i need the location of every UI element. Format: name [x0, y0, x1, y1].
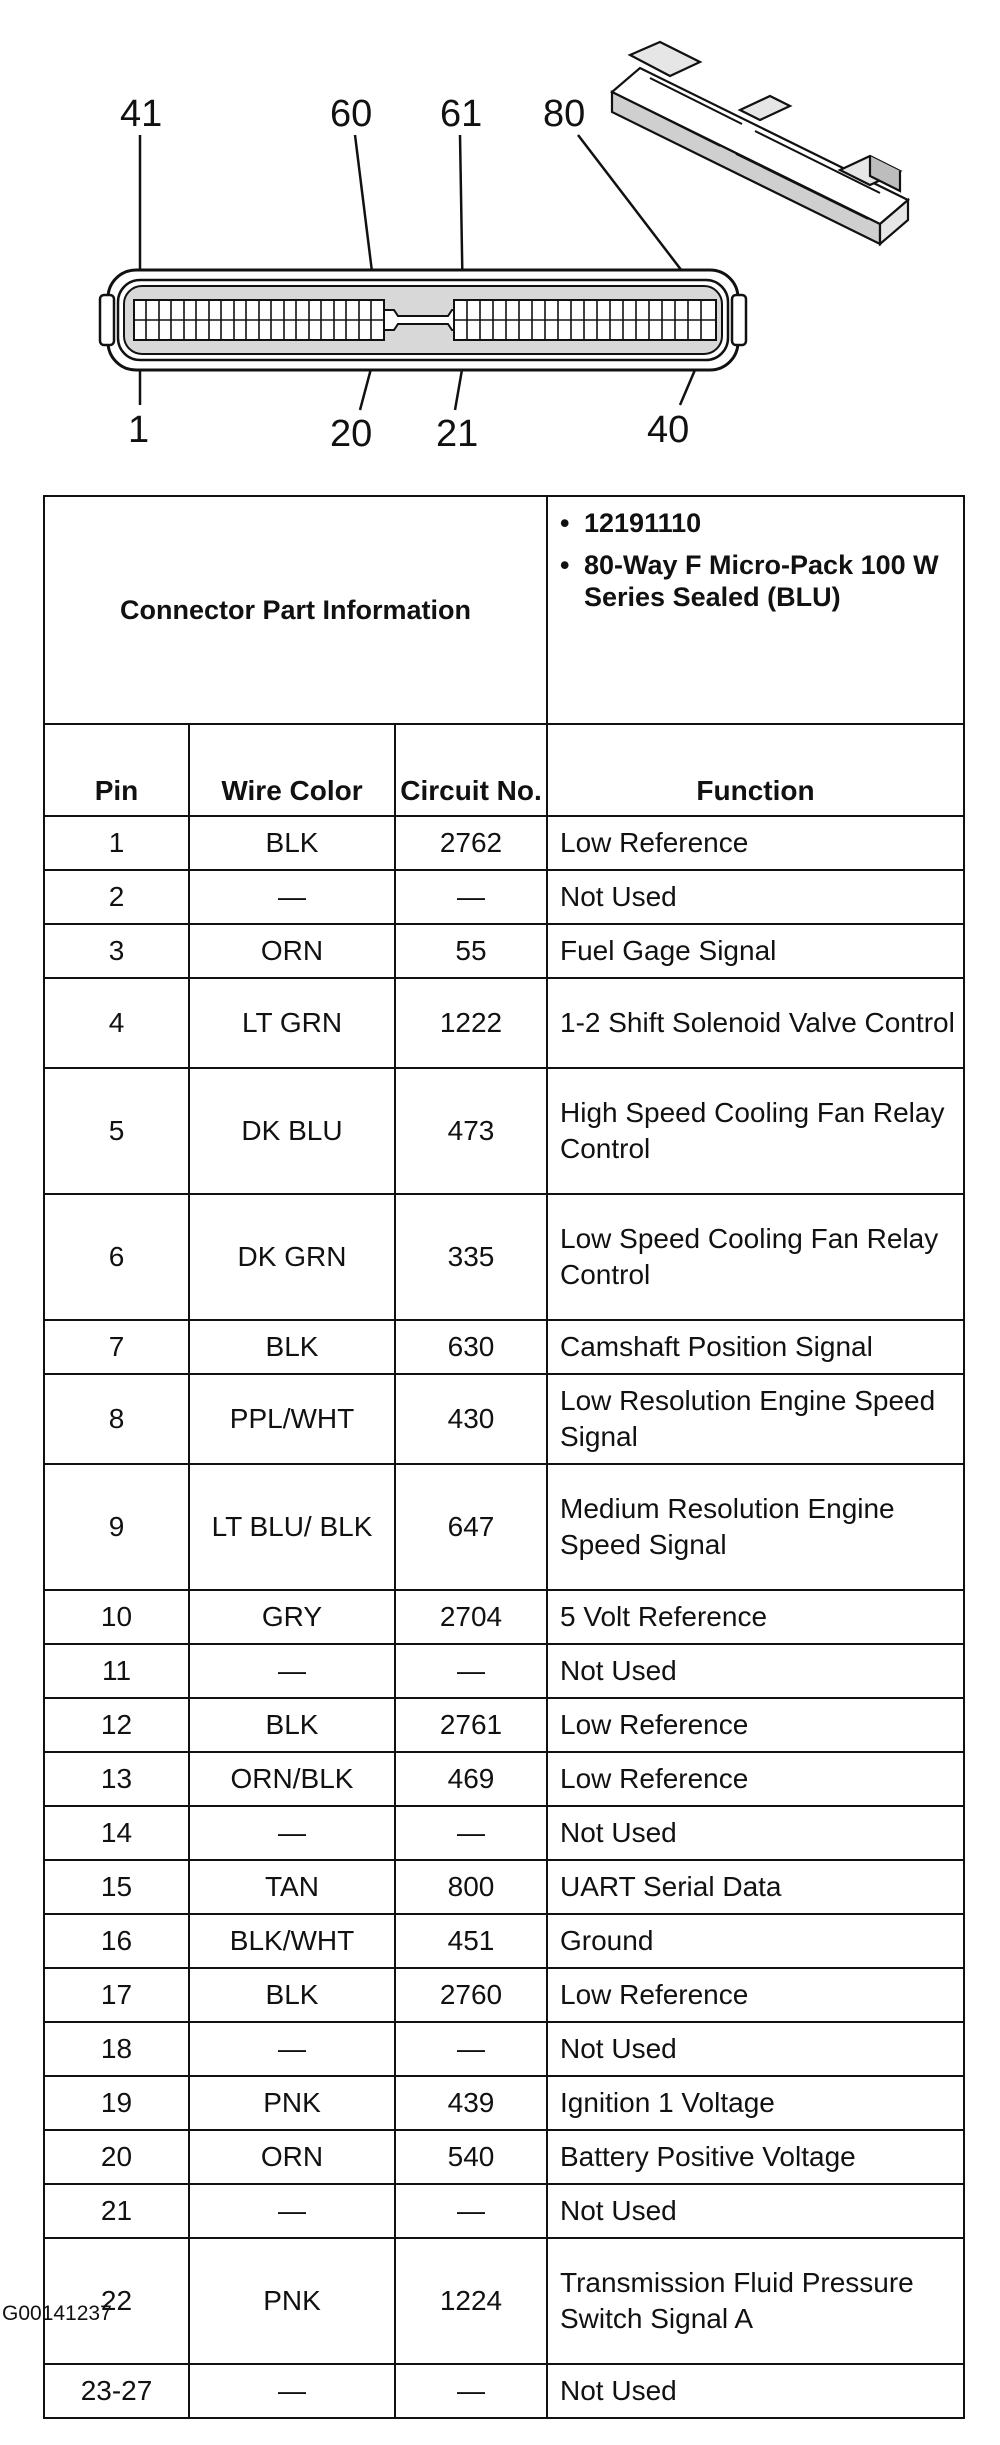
- function-cell: Fuel Gage Signal: [547, 924, 964, 978]
- wire-color-cell: ORN: [189, 924, 395, 978]
- pin-cell: 8: [44, 1374, 189, 1464]
- circuit-cell: —: [395, 2364, 547, 2418]
- function-cell: Ignition 1 Voltage: [547, 2076, 964, 2130]
- pin-cell: 5: [44, 1068, 189, 1194]
- pin-label-60: 60: [330, 93, 373, 135]
- wire-color-cell: —: [189, 1644, 395, 1698]
- table-row: [44, 1194, 964, 1320]
- pin-label-20: 20: [330, 413, 373, 455]
- circuit-cell: 1224: [395, 2238, 547, 2364]
- column-header-pin: Pin: [44, 724, 189, 816]
- connector-isometric-view: [612, 42, 908, 244]
- wire-color-cell: PNK: [189, 2076, 395, 2130]
- figure-id: G00141237: [2, 2302, 112, 2325]
- function-cell: Medium Resolution Engine Speed Signal: [547, 1464, 964, 1590]
- function-cell: Ground: [547, 1914, 964, 1968]
- pin-cell: 16: [44, 1914, 189, 1968]
- pin-label-80: 80: [543, 93, 586, 135]
- pin-cell: 17: [44, 1968, 189, 2022]
- column-header-wire-color: Wire Color: [189, 724, 395, 816]
- circuit-cell: 540: [395, 2130, 547, 2184]
- pin-cell: 11: [44, 1644, 189, 1698]
- function-cell: Low Speed Cooling Fan Relay Control: [547, 1194, 964, 1320]
- pin-cell: 4: [44, 978, 189, 1068]
- pinout-rows: [44, 816, 964, 2418]
- pin-cell: 23-27: [44, 2364, 189, 2418]
- function-cell: Low Reference: [547, 1752, 964, 1806]
- wire-color-cell: —: [189, 870, 395, 924]
- table-row: [44, 2238, 964, 2364]
- function-cell: Low Resolution Engine Speed Signal: [547, 1374, 964, 1464]
- function-cell: 1-2 Shift Solenoid Valve Control: [547, 978, 964, 1068]
- connector-description: • 80-Way F Micro-Pack 100 W Series Sealed (BLU): [584, 549, 951, 613]
- table-row: [44, 1374, 964, 1464]
- column-header-row: [44, 724, 964, 816]
- pinout-table: [43, 495, 965, 2419]
- wire-color-cell: BLK: [189, 1320, 395, 1374]
- function-cell: Not Used: [547, 1644, 964, 1698]
- circuit-cell: 473: [395, 1068, 547, 1194]
- wire-color-cell: TAN: [189, 1860, 395, 1914]
- function-cell: High Speed Cooling Fan Relay Control: [547, 1068, 964, 1194]
- pin-label-61: 61: [440, 93, 483, 135]
- circuit-cell: 2704: [395, 1590, 547, 1644]
- pin-cell: 15: [44, 1860, 189, 1914]
- circuit-cell: 2762: [395, 816, 547, 870]
- table-row: [44, 1644, 964, 1698]
- connector-part-number: • 12191110: [584, 507, 951, 539]
- function-cell: Low Reference: [547, 1698, 964, 1752]
- pin-label-21: 21: [436, 413, 479, 455]
- pin-cell: 12: [44, 1698, 189, 1752]
- table-row: [44, 2130, 964, 2184]
- pin-cell: 7: [44, 1320, 189, 1374]
- circuit-cell: 55: [395, 924, 547, 978]
- circuit-cell: 451: [395, 1914, 547, 1968]
- connector-info-header: Connector Part Information: [44, 496, 547, 724]
- pin-cell: 18: [44, 2022, 189, 2076]
- table-row: [44, 870, 964, 924]
- circuit-cell: 647: [395, 1464, 547, 1590]
- function-cell: Not Used: [547, 2184, 964, 2238]
- circuit-cell: 1222: [395, 978, 547, 1068]
- pin-cell: 3: [44, 924, 189, 978]
- function-cell: 5 Volt Reference: [547, 1590, 964, 1644]
- circuit-cell: 335: [395, 1194, 547, 1320]
- wire-color-cell: DK BLU: [189, 1068, 395, 1194]
- pin-cell: 22: [44, 2238, 189, 2364]
- function-cell: Battery Positive Voltage: [547, 2130, 964, 2184]
- connector-info-row: [44, 496, 964, 724]
- function-cell: Not Used: [547, 870, 964, 924]
- pin-cell: 1: [44, 816, 189, 870]
- wire-color-cell: DK GRN: [189, 1194, 395, 1320]
- circuit-cell: 439: [395, 2076, 547, 2130]
- table-row: [44, 1914, 964, 1968]
- pin-cell: 21: [44, 2184, 189, 2238]
- wire-color-cell: LT GRN: [189, 978, 395, 1068]
- circuit-cell: 469: [395, 1752, 547, 1806]
- column-header-circuit: Circuit No.: [395, 724, 547, 816]
- table-row: [44, 1698, 964, 1752]
- wire-color-cell: BLK/WHT: [189, 1914, 395, 1968]
- table-row: [44, 2076, 964, 2130]
- circuit-cell: —: [395, 1806, 547, 1860]
- table-row: [44, 2022, 964, 2076]
- circuit-cell: —: [395, 870, 547, 924]
- table-row: [44, 978, 964, 1068]
- table-row: [44, 1068, 964, 1194]
- circuit-cell: —: [395, 1644, 547, 1698]
- table-row: [44, 1464, 964, 1590]
- pin-cell: 13: [44, 1752, 189, 1806]
- circuit-cell: —: [395, 2022, 547, 2076]
- connector-body: [100, 270, 746, 370]
- pin-cell: 6: [44, 1194, 189, 1320]
- function-cell: Not Used: [547, 2364, 964, 2418]
- wire-color-cell: BLK: [189, 1968, 395, 2022]
- function-cell: UART Serial Data: [547, 1860, 964, 1914]
- table-row: [44, 816, 964, 870]
- wire-color-cell: —: [189, 2022, 395, 2076]
- table-row: [44, 1860, 964, 1914]
- table-row: [44, 2184, 964, 2238]
- wire-color-cell: BLK: [189, 816, 395, 870]
- circuit-cell: 800: [395, 1860, 547, 1914]
- function-cell: Low Reference: [547, 816, 964, 870]
- wire-color-cell: ORN/BLK: [189, 1752, 395, 1806]
- connector-info-details: [547, 496, 964, 724]
- circuit-cell: 2761: [395, 1698, 547, 1752]
- function-cell: Low Reference: [547, 1968, 964, 2022]
- pin-label-1: 1: [128, 409, 150, 451]
- function-cell: Camshaft Position Signal: [547, 1320, 964, 1374]
- circuit-cell: —: [395, 2184, 547, 2238]
- table-row: [44, 1968, 964, 2022]
- wire-color-cell: PNK: [189, 2238, 395, 2364]
- wire-color-cell: —: [189, 2364, 395, 2418]
- wire-color-cell: BLK: [189, 1698, 395, 1752]
- table-row: [44, 924, 964, 978]
- pin-cell: 10: [44, 1590, 189, 1644]
- function-cell: Not Used: [547, 1806, 964, 1860]
- wire-color-cell: —: [189, 2184, 395, 2238]
- column-header-function: Function: [547, 724, 964, 816]
- pin-cell: 19: [44, 2076, 189, 2130]
- function-cell: Transmission Fluid Pressure Switch Signal A: [547, 2238, 964, 2364]
- wire-color-cell: —: [189, 1806, 395, 1860]
- pin-cell: 9: [44, 1464, 189, 1590]
- pin-label-40: 40: [647, 409, 690, 451]
- table-row: [44, 1320, 964, 1374]
- pin-cell: 14: [44, 1806, 189, 1860]
- pin-cell: 2: [44, 870, 189, 924]
- pin-cell: 20: [44, 2130, 189, 2184]
- table-row: [44, 1752, 964, 1806]
- wire-color-cell: LT BLU/ BLK: [189, 1464, 395, 1590]
- wire-color-cell: GRY: [189, 1590, 395, 1644]
- circuit-cell: 630: [395, 1320, 547, 1374]
- function-cell: Not Used: [547, 2022, 964, 2076]
- table-row: [44, 1806, 964, 1860]
- table-row: [44, 2364, 964, 2418]
- wire-color-cell: PPL/WHT: [189, 1374, 395, 1464]
- wire-color-cell: ORN: [189, 2130, 395, 2184]
- connector-diagram: [0, 0, 1000, 470]
- circuit-cell: 2760: [395, 1968, 547, 2022]
- table-row: [44, 1590, 964, 1644]
- circuit-cell: 430: [395, 1374, 547, 1464]
- pin-label-41: 41: [120, 93, 163, 135]
